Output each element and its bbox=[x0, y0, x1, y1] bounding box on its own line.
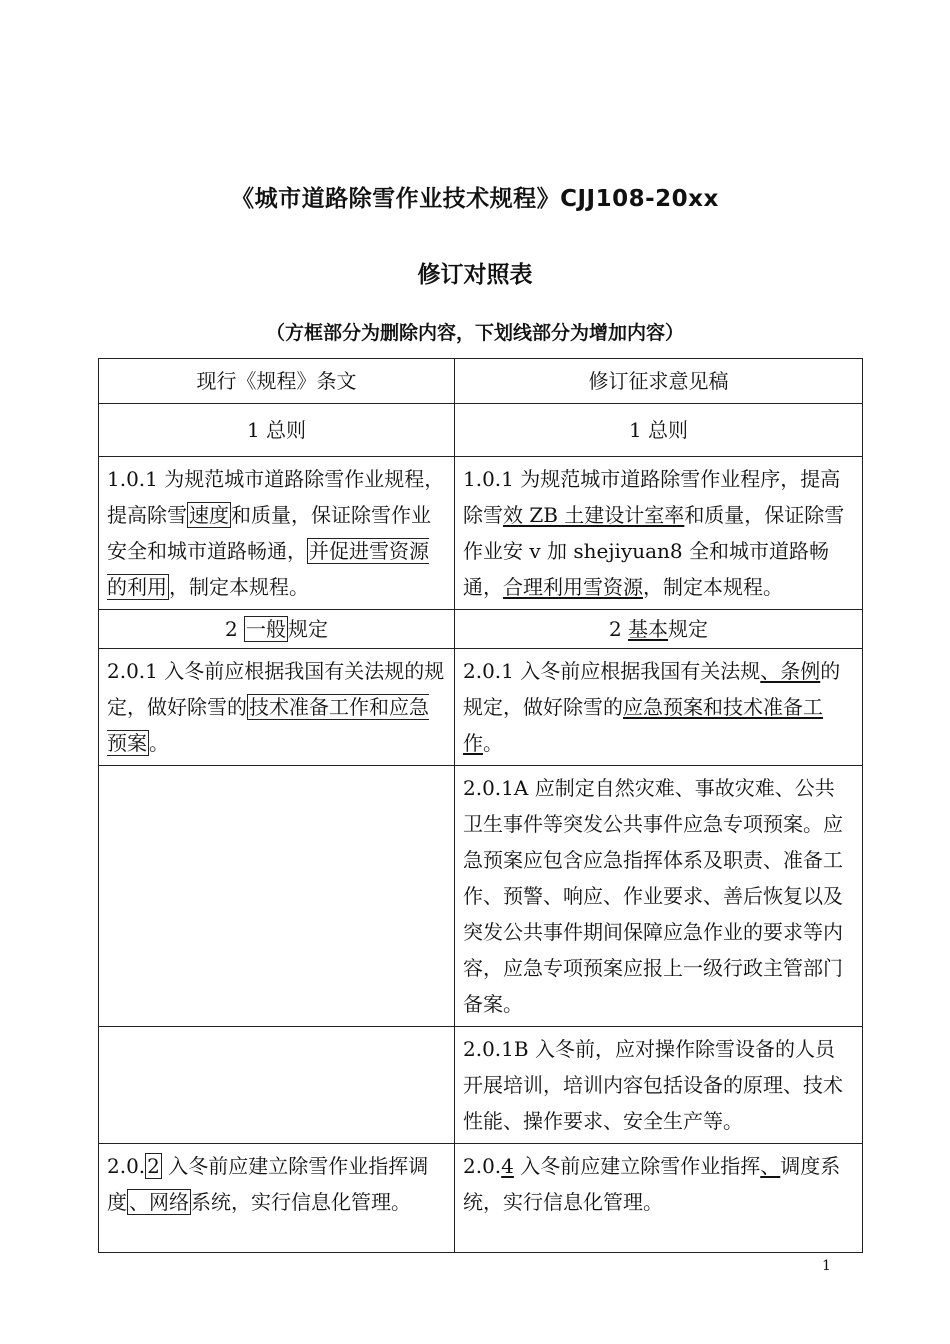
document-title: 《城市道路除雪作业技术规程》CJJ108-20xx bbox=[231, 186, 719, 212]
clause-1-0-1-current: 1.0.1 为规范城市道路除雪作业规程，提高除雪 速度 和质量，保证除雪作业安全和城市道路畅通， 并促进雪资源的利用 ，制定本规程。 bbox=[99, 457, 455, 610]
clause-2-0-1-current: 2.0.1 入冬前应根据我国有关法规的规定，做好除雪的 技术准备工作和应急预案 。 bbox=[99, 649, 455, 766]
added-text: 、条例 bbox=[760, 659, 821, 683]
section-2-left: 2 一般 规定 bbox=[99, 610, 455, 649]
clause-1-0-1-revision: 1.0.1 为规范城市道路除雪作业程序，提高除雪效 ZB 土建设计室率和质量，保证除雪作业安 v 加 shejiyuan8 全和城市道路畅通，合理利用雪资源，制定本规程。 bbox=[455, 457, 863, 610]
section-row-1 bbox=[99, 404, 863, 457]
header-revision: 修订征求意见稿 bbox=[455, 359, 863, 404]
legend-note: （方框部分为删除内容，下划线部分为增加内容） bbox=[265, 322, 684, 344]
deleted-text: 速度 bbox=[189, 503, 229, 527]
header-current: 现行《规程》条文 bbox=[99, 359, 455, 404]
added-text: 应急预案和技术准备工作 bbox=[463, 695, 823, 755]
clause-2-0-1a-revision: 2.0.1A 应制定自然灾难、事故灾难、公共卫生事件等突发公共事件应急专项预案。应急预案应包含应急指挥体系及职责、准备工作、预警、响应、作业要求、善后恢复以及突发公共事件期间保障应急作业的要求等内容，应急专项预案应报上一级行政主管部门备案。 bbox=[455, 766, 863, 1027]
clause-2-0-1-revision: 2.0.1 入冬前应根据我国有关法规、条例的规定，做好除雪的应急预案和技术准备工作。 bbox=[455, 649, 863, 766]
deleted-text: 技术准备工作和应急预案 bbox=[107, 695, 429, 755]
comparison-table bbox=[98, 358, 863, 1253]
table-row bbox=[99, 457, 863, 610]
section-1-left: 1 总则 bbox=[99, 404, 455, 457]
added-text: 、 bbox=[760, 1154, 781, 1178]
clause-2-0-4-revision: 2.0.4 入冬前应建立除雪作业指挥、调度系统，实行信息化管理。 bbox=[455, 1144, 863, 1253]
document-subtitle: 修订对照表 bbox=[417, 262, 533, 288]
table-row bbox=[99, 1144, 863, 1253]
table-row bbox=[99, 1027, 863, 1144]
added-text: 效 ZB 土建设计室率 bbox=[503, 503, 685, 527]
section-2-right: 2 基本规定 bbox=[455, 610, 863, 649]
section-1-right: 1 总则 bbox=[455, 404, 863, 457]
table-row bbox=[99, 766, 863, 1027]
section-row-2 bbox=[99, 610, 863, 649]
table-row bbox=[99, 649, 863, 766]
clause-2-0-1a-current bbox=[99, 766, 455, 1027]
added-text: 合理利用雪资源 bbox=[503, 575, 643, 599]
table-header-row bbox=[99, 359, 863, 404]
deleted-text: 2 bbox=[147, 1154, 160, 1178]
added-text: 4 bbox=[501, 1154, 514, 1178]
deleted-text: 、网络 bbox=[129, 1190, 189, 1214]
clause-2-0-2-current: 2.0. 2 入冬前应建立除雪作业指挥调度 、网络 系统，实行信息化管理。 bbox=[99, 1144, 455, 1253]
deleted-text: 并促进雪资源的利用 bbox=[107, 539, 429, 599]
clause-2-0-1b-current bbox=[99, 1027, 455, 1144]
clause-2-0-1b-revision: 2.0.1B 入冬前，应对操作除雪设备的人员开展培训，培训内容包括设备的原理、技术性能、操作要求、安全生产等。 bbox=[455, 1027, 863, 1144]
deleted-text: 一般 bbox=[246, 617, 287, 641]
added-text: 基本 bbox=[628, 617, 669, 641]
page-number: 1 bbox=[822, 1258, 831, 1274]
